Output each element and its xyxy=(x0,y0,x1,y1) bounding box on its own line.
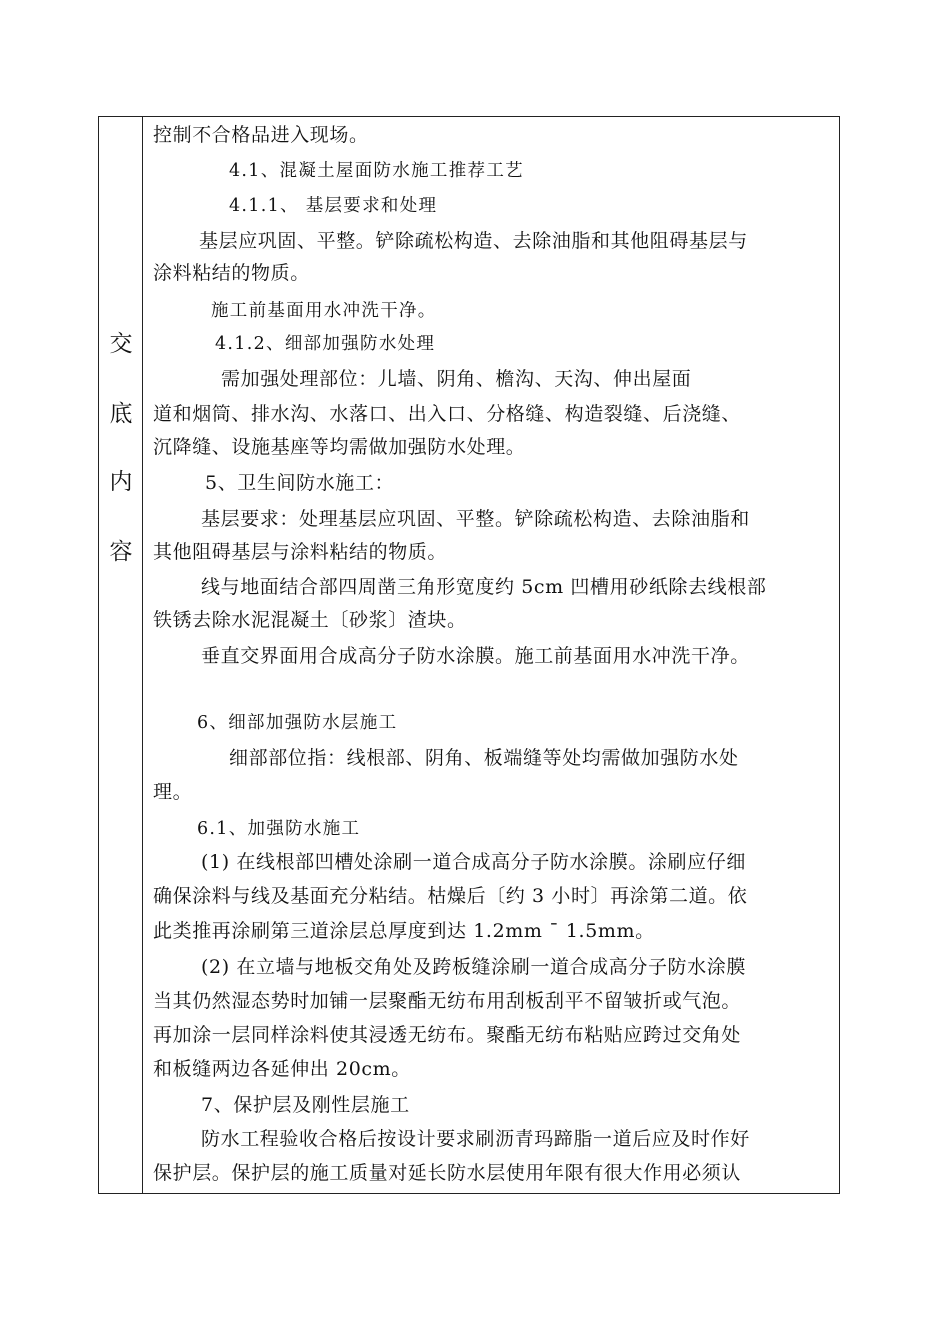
section-label-char: 底 xyxy=(109,401,133,427)
paragraph-line: 理。 xyxy=(153,781,193,803)
content-cell xyxy=(143,117,839,1193)
section-label-char: 容 xyxy=(109,539,133,565)
section-label-char: 交 xyxy=(109,331,133,357)
heading-line: 4.1.2、细部加强防水处理 xyxy=(215,334,436,354)
paragraph-line: 沉降缝、设施基座等均需做加强防水处理。 xyxy=(153,436,526,458)
paragraph-line: 保护层。保护层的施工质量对延长防水层使用年限有很大作用必须认 xyxy=(153,1162,742,1184)
paragraph-line: 涂料粘结的物质。 xyxy=(153,262,310,284)
paragraph-line: 控制不合格品进入现场。 xyxy=(153,124,369,146)
section-label-char: 内 xyxy=(109,469,133,495)
paragraph-line: 铁锈去除水泥混凝土〔砂浆〕渣块。 xyxy=(153,609,467,631)
paragraph-line: 施工前基面用水冲洗干净。 xyxy=(211,301,437,321)
heading-line: 6、细部加强防水层施工 xyxy=(197,713,398,733)
paragraph-line: 需加强处理部位：儿墙、阴角、檐沟、天沟、伸出屋面 xyxy=(221,368,692,390)
paragraph-line: (2) 在立墙与地板交角处及跨板缝涂刷一道合成高分子防水涂膜 xyxy=(201,956,746,978)
paragraph-line: 线与地面结合部四周凿三角形宽度约 5cm 凹槽用砂纸除去线根部 xyxy=(201,576,767,598)
paragraph-line: 和板缝两边各延伸出 20cm。 xyxy=(153,1058,411,1080)
paragraph-line: 再加涂一层同样涂料使其浸透无纺布。聚酯无纺布粘贴应跨过交角处 xyxy=(153,1024,742,1046)
paragraph-line: (1) 在线根部凹槽处涂刷一道合成高分子防水涂膜。涂刷应仔细 xyxy=(201,851,746,873)
paragraph-line: 垂直交界面用合成高分子防水涂膜。施工前基面用水冲洗干净。 xyxy=(201,645,750,667)
disclosure-table xyxy=(98,116,840,1194)
heading-line: 7、保护层及刚性层施工 xyxy=(201,1094,410,1116)
heading-line: 4.1.1、 基层要求和处理 xyxy=(229,196,438,216)
paragraph-line: 基层要求：处理基层应巩固、平整。铲除疏松构造、去除油脂和 xyxy=(201,508,750,530)
paragraph-line: 防水工程验收合格后按设计要求刷沥青玛蹄脂一道后应及时作好 xyxy=(201,1128,750,1150)
section-label-column xyxy=(99,117,143,1193)
heading-line: 5、卫生间防水施工： xyxy=(205,472,395,494)
heading-line: 4.1、混凝土屋面防水施工推荐工艺 xyxy=(229,161,524,181)
paragraph-line: 此类推再涂刷第三道涂层总厚度到达 1.2mm ¯ 1.5mm。 xyxy=(153,920,655,942)
paragraph-line: 基层应巩固、平整。铲除疏松构造、去除油脂和其他阻碍基层与 xyxy=(199,230,748,252)
paragraph-line: 其他阻碍基层与涂料粘结的物质。 xyxy=(153,541,448,563)
paragraph-line: 当其仍然湿态势时加铺一层聚酯无纺布用刮板刮平不留皱折或气泡。 xyxy=(153,990,742,1012)
heading-line: 6.1、加强防水施工 xyxy=(197,819,361,839)
paragraph-line: 细部部位指：线根部、阴角、板端缝等处均需做加强防水处 xyxy=(229,747,739,769)
paragraph-line: 确保涂料与线及基面充分粘结。枯燥后〔约 3 小时〕再涂第二道。依 xyxy=(153,885,748,907)
paragraph-line: 道和烟筒、排水沟、水落口、出入口、分格缝、构造裂缝、后浇缝、 xyxy=(153,403,742,425)
